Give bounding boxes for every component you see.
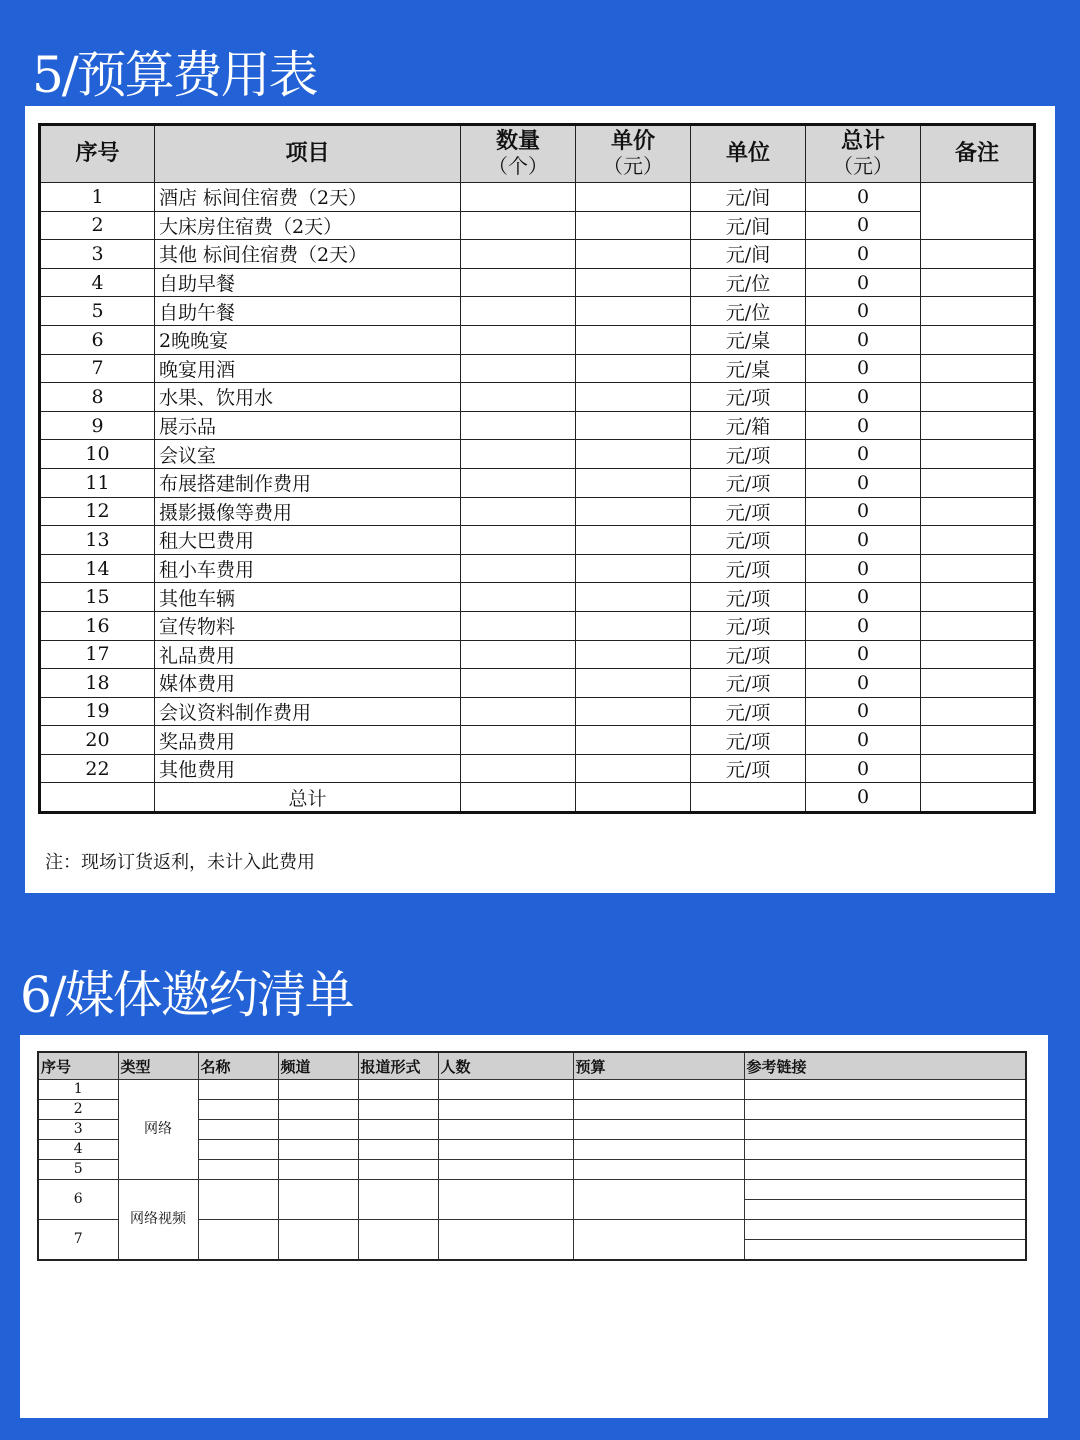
media-cell xyxy=(573,1220,744,1261)
cell-remark xyxy=(921,440,1035,469)
media-cell xyxy=(198,1220,278,1261)
cell-qty xyxy=(461,183,576,212)
media-cell xyxy=(573,1120,744,1140)
cell-qty xyxy=(461,268,576,297)
media-cell xyxy=(438,1100,573,1120)
media-row xyxy=(38,1080,1026,1100)
cell-no: 22 xyxy=(40,754,155,783)
media-cell xyxy=(358,1120,438,1140)
cell-no: 8 xyxy=(40,383,155,412)
cell-qty xyxy=(461,468,576,497)
cell-total: 0 xyxy=(806,669,921,698)
cell-qty xyxy=(461,240,576,269)
media-cell xyxy=(198,1140,278,1160)
budget-row xyxy=(40,669,1035,698)
budget-row xyxy=(40,440,1035,469)
media-header-cell: 参考链接 xyxy=(744,1052,1026,1080)
cell-total: 0 xyxy=(806,411,921,440)
cell-unit: 元/箱 xyxy=(691,411,806,440)
cell-qty xyxy=(461,325,576,354)
cell-item: 媒体费用 xyxy=(155,669,461,698)
media-cell xyxy=(573,1080,744,1100)
cell-no: 19 xyxy=(40,697,155,726)
cell-total: 0 xyxy=(806,354,921,383)
media-section-title: 6/媒体邀约清单 xyxy=(20,966,353,1024)
budget-note: 注：现场订货返利，未计入此费用 xyxy=(45,852,315,873)
cell-no: 4 xyxy=(40,268,155,297)
cell-unit: 元/项 xyxy=(691,669,806,698)
cell-price xyxy=(576,554,691,583)
cell-item: 租大巴费用 xyxy=(155,526,461,555)
cell-price xyxy=(576,669,691,698)
header-no: 序号 xyxy=(40,125,155,183)
cell-total: 0 xyxy=(806,211,921,240)
cell-total: 0 xyxy=(806,325,921,354)
cell-price xyxy=(576,640,691,669)
budget-panel xyxy=(25,106,1055,893)
media-cell xyxy=(358,1160,438,1180)
cell-unit: 元/位 xyxy=(691,297,806,326)
media-cell xyxy=(438,1160,573,1180)
cell-item: 布展搭建制作费用 xyxy=(155,468,461,497)
cell-total: 0 xyxy=(806,754,921,783)
cell-total: 0 xyxy=(806,468,921,497)
media-cell xyxy=(358,1220,438,1261)
media-cell xyxy=(438,1180,573,1220)
cell-item: 2晚晚宴 xyxy=(155,325,461,354)
cell-no: 11 xyxy=(40,468,155,497)
cell-remark xyxy=(921,783,1035,813)
cell-qty xyxy=(461,583,576,612)
header-qty: 数量 （个） xyxy=(461,125,576,183)
budget-row xyxy=(40,354,1035,383)
cell-unit: 元/位 xyxy=(691,268,806,297)
media-cell xyxy=(744,1120,1026,1140)
budget-row xyxy=(40,325,1035,354)
cell-price xyxy=(576,297,691,326)
cell-remark xyxy=(921,583,1035,612)
cell-item: 奖品费用 xyxy=(155,726,461,755)
media-cell xyxy=(198,1100,278,1120)
media-cell xyxy=(744,1140,1026,1160)
cell-qty xyxy=(461,383,576,412)
cell-price xyxy=(576,211,691,240)
cell-total: 0 xyxy=(806,297,921,326)
budget-total-row xyxy=(40,783,1035,813)
cell-unit: 元/项 xyxy=(691,554,806,583)
cell-unit: 元/项 xyxy=(691,697,806,726)
cell-item: 自助午餐 xyxy=(155,297,461,326)
cell-no: 6 xyxy=(40,325,155,354)
cell-remark xyxy=(921,354,1035,383)
budget-row xyxy=(40,468,1035,497)
cell-unit: 元/项 xyxy=(691,440,806,469)
cell-no: 12 xyxy=(40,497,155,526)
cell-total: 0 xyxy=(806,183,921,212)
media-table xyxy=(37,1051,1027,1261)
total-label: 总计 xyxy=(155,783,461,813)
media-cell xyxy=(744,1080,1026,1100)
cell-item: 自助早餐 xyxy=(155,268,461,297)
budget-row xyxy=(40,554,1035,583)
cell-item: 摄影摄像等费用 xyxy=(155,497,461,526)
cell-no: 2 xyxy=(40,211,155,240)
cell-total: 0 xyxy=(806,583,921,612)
cell-qty xyxy=(461,640,576,669)
budget-row xyxy=(40,697,1035,726)
cell-price xyxy=(576,783,691,813)
cell-no: 20 xyxy=(40,726,155,755)
cell-remark xyxy=(921,554,1035,583)
cell-item: 晚宴用酒 xyxy=(155,354,461,383)
media-no: 6 xyxy=(38,1180,118,1220)
cell-total: 0 xyxy=(806,440,921,469)
media-row xyxy=(38,1180,1026,1200)
cell-price xyxy=(576,325,691,354)
cell-item: 礼品费用 xyxy=(155,640,461,669)
cell-remark xyxy=(921,297,1035,326)
cell-price xyxy=(576,383,691,412)
cell-total: 0 xyxy=(806,640,921,669)
cell-unit: 元/项 xyxy=(691,754,806,783)
cell-no xyxy=(40,783,155,813)
cell-price xyxy=(576,183,691,212)
cell-price xyxy=(576,468,691,497)
cell-unit: 元/桌 xyxy=(691,325,806,354)
media-cell xyxy=(278,1120,358,1140)
budget-row xyxy=(40,183,1035,212)
media-cell xyxy=(278,1220,358,1261)
cell-remark xyxy=(921,640,1035,669)
cell-qty xyxy=(461,611,576,640)
cell-item: 大床房住宿费（2天） xyxy=(155,211,461,240)
media-header-cell: 频道 xyxy=(278,1052,358,1080)
media-panel xyxy=(20,1035,1048,1418)
total-value: 0 xyxy=(806,783,921,813)
cell-qty xyxy=(461,669,576,698)
media-cell xyxy=(573,1160,744,1180)
cell-item: 会议资料制作费用 xyxy=(155,697,461,726)
cell-remark xyxy=(921,497,1035,526)
cell-no: 16 xyxy=(40,611,155,640)
budget-header-row xyxy=(40,125,1035,183)
cell-qty xyxy=(461,354,576,383)
media-cell xyxy=(358,1180,438,1220)
cell-remark xyxy=(921,468,1035,497)
media-type-network: 网络 xyxy=(118,1080,198,1180)
media-no: 2 xyxy=(38,1100,118,1120)
cell-qty xyxy=(461,440,576,469)
cell-remark xyxy=(921,183,1035,240)
cell-unit: 元/项 xyxy=(691,640,806,669)
cell-total: 0 xyxy=(806,268,921,297)
cell-item: 宣传物料 xyxy=(155,611,461,640)
media-cell xyxy=(573,1180,744,1220)
cell-item: 水果、饮用水 xyxy=(155,383,461,412)
cell-qty xyxy=(461,697,576,726)
cell-unit: 元/项 xyxy=(691,383,806,412)
header-total: 总计 （元） xyxy=(806,125,921,183)
media-no: 1 xyxy=(38,1080,118,1100)
media-cell xyxy=(278,1180,358,1220)
cell-unit: 元/项 xyxy=(691,726,806,755)
media-no: 5 xyxy=(38,1160,118,1180)
cell-no: 13 xyxy=(40,526,155,555)
cell-total: 0 xyxy=(806,726,921,755)
budget-row xyxy=(40,268,1035,297)
cell-no: 17 xyxy=(40,640,155,669)
media-header-cell: 名称 xyxy=(198,1052,278,1080)
cell-price xyxy=(576,754,691,783)
budget-section-title: 5/预算费用表 xyxy=(32,46,317,104)
budget-table xyxy=(38,123,1036,814)
cell-no: 14 xyxy=(40,554,155,583)
media-cell xyxy=(744,1200,1026,1220)
cell-price xyxy=(576,611,691,640)
cell-qty xyxy=(461,754,576,783)
cell-remark xyxy=(921,697,1035,726)
media-cell xyxy=(438,1120,573,1140)
cell-total: 0 xyxy=(806,383,921,412)
cell-remark xyxy=(921,526,1035,555)
header-unit: 单位 xyxy=(691,125,806,183)
budget-row xyxy=(40,726,1035,755)
cell-price xyxy=(576,411,691,440)
cell-unit: 元/桌 xyxy=(691,354,806,383)
cell-remark xyxy=(921,669,1035,698)
media-cell xyxy=(744,1180,1026,1200)
cell-no: 1 xyxy=(40,183,155,212)
header-item: 项目 xyxy=(155,125,461,183)
cell-remark xyxy=(921,754,1035,783)
media-cell xyxy=(744,1100,1026,1120)
cell-unit xyxy=(691,783,806,813)
media-header-cell: 序号 xyxy=(38,1052,118,1080)
cell-no: 9 xyxy=(40,411,155,440)
media-header-cell: 类型 xyxy=(118,1052,198,1080)
budget-row xyxy=(40,297,1035,326)
media-cell xyxy=(278,1080,358,1100)
media-header-cell: 报道形式 xyxy=(358,1052,438,1080)
cell-remark xyxy=(921,325,1035,354)
budget-row xyxy=(40,611,1035,640)
media-cell xyxy=(573,1100,744,1120)
media-no: 3 xyxy=(38,1120,118,1140)
cell-price xyxy=(576,726,691,755)
media-cell xyxy=(438,1140,573,1160)
cell-price xyxy=(576,697,691,726)
cell-item: 其他费用 xyxy=(155,754,461,783)
cell-unit: 元/项 xyxy=(691,583,806,612)
cell-total: 0 xyxy=(806,611,921,640)
budget-row xyxy=(40,211,1035,240)
cell-item: 租小车费用 xyxy=(155,554,461,583)
budget-row xyxy=(40,240,1035,269)
cell-total: 0 xyxy=(806,554,921,583)
media-cell xyxy=(744,1240,1026,1261)
cell-remark xyxy=(921,726,1035,755)
cell-price xyxy=(576,583,691,612)
media-header-cell: 人数 xyxy=(438,1052,573,1080)
cell-qty xyxy=(461,726,576,755)
cell-qty xyxy=(461,526,576,555)
cell-remark xyxy=(921,383,1035,412)
cell-price xyxy=(576,268,691,297)
budget-row xyxy=(40,497,1035,526)
cell-item: 其他车辆 xyxy=(155,583,461,612)
media-header-cell: 预算 xyxy=(573,1052,744,1080)
cell-qty xyxy=(461,497,576,526)
media-cell xyxy=(438,1080,573,1100)
media-cell xyxy=(278,1160,358,1180)
media-no: 7 xyxy=(38,1220,118,1261)
cell-unit: 元/间 xyxy=(691,240,806,269)
budget-row xyxy=(40,754,1035,783)
media-type-video: 网络视频 xyxy=(118,1180,198,1261)
cell-item: 会议室 xyxy=(155,440,461,469)
cell-remark xyxy=(921,268,1035,297)
media-no: 4 xyxy=(38,1140,118,1160)
cell-unit: 元/项 xyxy=(691,611,806,640)
media-cell xyxy=(744,1220,1026,1240)
cell-qty xyxy=(461,554,576,583)
media-cell xyxy=(438,1220,573,1261)
media-cell xyxy=(278,1100,358,1120)
media-cell xyxy=(198,1180,278,1220)
header-price: 单价 （元） xyxy=(576,125,691,183)
budget-row xyxy=(40,526,1035,555)
media-header-row xyxy=(38,1052,1026,1080)
cell-remark xyxy=(921,240,1035,269)
cell-item: 展示品 xyxy=(155,411,461,440)
media-cell xyxy=(358,1140,438,1160)
cell-no: 7 xyxy=(40,354,155,383)
budget-row xyxy=(40,383,1035,412)
media-cell xyxy=(358,1080,438,1100)
cell-qty xyxy=(461,411,576,440)
budget-row xyxy=(40,583,1035,612)
media-cell xyxy=(198,1120,278,1140)
media-cell xyxy=(573,1140,744,1160)
media-cell xyxy=(198,1080,278,1100)
media-cell xyxy=(358,1100,438,1120)
cell-total: 0 xyxy=(806,697,921,726)
cell-price xyxy=(576,440,691,469)
cell-total: 0 xyxy=(806,497,921,526)
cell-remark xyxy=(921,411,1035,440)
cell-price xyxy=(576,354,691,383)
cell-total: 0 xyxy=(806,526,921,555)
cell-remark xyxy=(921,611,1035,640)
cell-unit: 元/项 xyxy=(691,468,806,497)
cell-total: 0 xyxy=(806,240,921,269)
cell-price xyxy=(576,240,691,269)
cell-item: 其他 标间住宿费（2天） xyxy=(155,240,461,269)
media-cell xyxy=(744,1160,1026,1180)
cell-qty xyxy=(461,297,576,326)
cell-unit: 元/间 xyxy=(691,183,806,212)
cell-qty xyxy=(461,211,576,240)
budget-row xyxy=(40,640,1035,669)
cell-qty xyxy=(461,783,576,813)
media-cell xyxy=(198,1160,278,1180)
cell-unit: 元/项 xyxy=(691,526,806,555)
cell-no: 10 xyxy=(40,440,155,469)
header-remark: 备注 xyxy=(921,125,1035,183)
cell-no: 5 xyxy=(40,297,155,326)
media-cell xyxy=(278,1140,358,1160)
cell-no: 18 xyxy=(40,669,155,698)
cell-unit: 元/间 xyxy=(691,211,806,240)
cell-price xyxy=(576,497,691,526)
cell-no: 3 xyxy=(40,240,155,269)
cell-price xyxy=(576,526,691,555)
cell-unit: 元/项 xyxy=(691,497,806,526)
cell-no: 15 xyxy=(40,583,155,612)
cell-item: 酒店 标间住宿费（2天） xyxy=(155,183,461,212)
budget-row xyxy=(40,411,1035,440)
